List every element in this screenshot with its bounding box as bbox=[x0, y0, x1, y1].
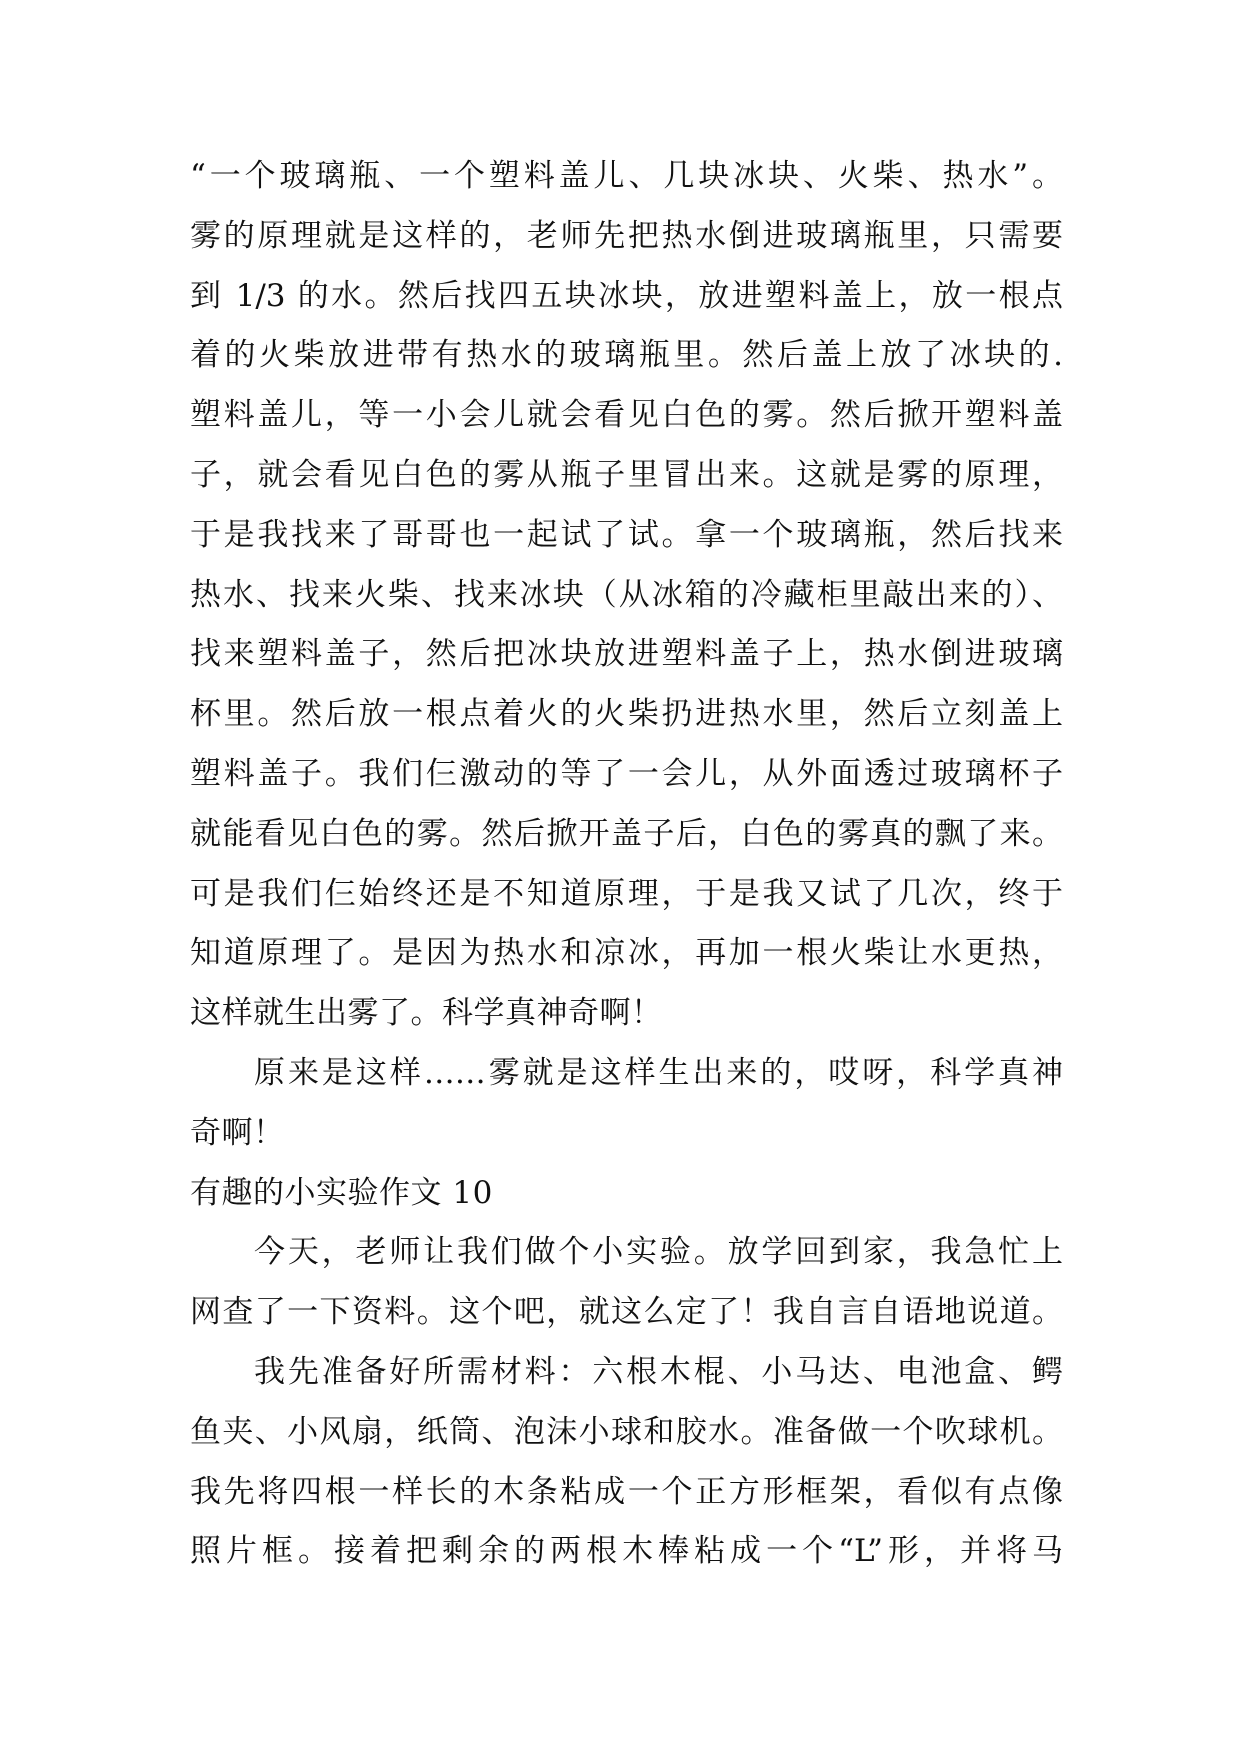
text-line: 网查了一下资料。这个吧，就这么定了！我自言自语地说道。 bbox=[190, 1294, 1063, 1331]
text-line: 热水、找来火柴、找来冰块（从冰箱的冷藏柜里敲出来的）、 bbox=[190, 576, 1063, 613]
text-line: “一个玻璃瓶、一个塑料盖儿、几块冰块、火柴、热水”。 bbox=[190, 158, 1063, 194]
text-line: 知道原理了。是因为热水和凉冰，再加一根火柴让水更热， bbox=[190, 935, 1063, 972]
text-line: 鱼夹、小风扇，纸筒、泡沫小球和胶水。准备做一个吹球机。 bbox=[190, 1413, 1063, 1450]
text-line: 这样就生出雾了。科学真神奇啊！ bbox=[190, 995, 663, 1032]
text-line: 今天，老师让我们做个小实验。放学回到家，我急忙上 bbox=[254, 1234, 1063, 1271]
text-line: 奇啊！ bbox=[190, 1114, 285, 1151]
text-line: 我先准备好所需材料：六根木棍、小马达、电池盒、鳄 bbox=[254, 1353, 1063, 1390]
text-line: 到 1/3 的水。然后找四五块冰块，放进塑料盖上，放一根点 bbox=[190, 277, 1063, 314]
paragraph bbox=[190, 1044, 1063, 1164]
text-line: 塑料盖子。我们仨激动的等了一会儿，从外面透过玻璃杯子 bbox=[190, 755, 1063, 792]
paragraph bbox=[190, 1223, 1063, 1343]
text-line: 杯里。然后放一根点着火的火柴扔进热水里，然后立刻盖上 bbox=[190, 696, 1063, 733]
text-line: 塑料盖儿，等一小会儿就会看见白色的雾。然后掀开塑料盖 bbox=[190, 397, 1063, 434]
text-line: 着的火柴放进带有热水的玻璃瓶里。然后盖上放了冰块的. bbox=[190, 337, 1063, 374]
text-line: 雾的原理就是这样的，老师先把热水倒进玻璃瓶里，只需要 bbox=[190, 217, 1063, 254]
text-line: 找来塑料盖子，然后把冰块放进塑料盖子上，热水倒进玻璃 bbox=[190, 636, 1063, 673]
paragraph bbox=[190, 147, 1063, 1044]
text-line: 原来是这样……雾就是这样生出来的，哎呀，科学真神 bbox=[254, 1054, 1063, 1091]
text-line: 子，就会看见白色的雾从瓶子里冒出来。这就是雾的原理， bbox=[190, 456, 1063, 493]
text-line: 于是我找来了哥哥也一起试了试。拿一个玻璃瓶，然后找来 bbox=[190, 516, 1063, 553]
document-page bbox=[190, 147, 1063, 1582]
text-line: 我先将四根一样长的木条粘成一个正方形框架，看似有点像 bbox=[190, 1473, 1063, 1510]
text-line: 可是我们仨始终还是不知道原理，于是我又试了几次，终于 bbox=[190, 875, 1063, 912]
text-line: 照片框。接着把剩余的两根木棒粘成一个“L”形，并将马 bbox=[190, 1533, 1063, 1570]
paragraph bbox=[190, 1343, 1063, 1582]
text-line: 就能看见白色的雾。然后掀开盖子后，白色的雾真的飘了来。 bbox=[190, 815, 1063, 852]
section-heading: 有趣的小实验作文 10 bbox=[190, 1174, 493, 1211]
